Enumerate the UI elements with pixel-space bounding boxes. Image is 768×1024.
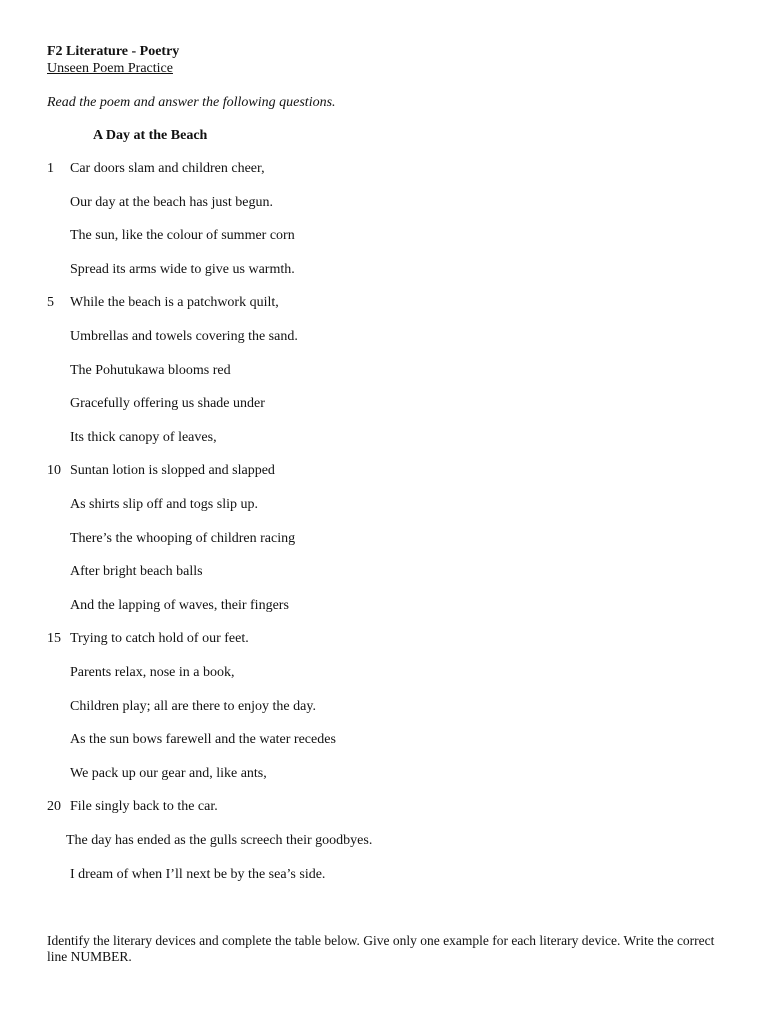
poem-line	[0, 598, 768, 616]
line-text: Parents relax, nose in a book,	[70, 665, 235, 680]
poem-line	[0, 363, 768, 381]
line-text: Gracefully offering us shade under	[70, 396, 265, 412]
poem-title: A Day at the Beach	[93, 128, 208, 143]
line-text: And the lapping of waves, their fingers	[70, 597, 289, 613]
poem-line	[0, 262, 768, 280]
poem-line	[0, 867, 768, 885]
poem-line	[0, 631, 768, 649]
poem-line	[0, 531, 768, 549]
line-number: 20	[47, 799, 61, 815]
worksheet-subtitle: Unseen Poem Practice	[47, 61, 173, 76]
line-text: File singly back to the car.	[70, 799, 218, 815]
poem-line	[0, 329, 768, 347]
poem-line	[0, 396, 768, 414]
poem-line	[0, 161, 768, 179]
poem-line	[0, 564, 768, 582]
poem-line	[0, 665, 768, 683]
line-number: 5	[47, 295, 54, 311]
line-text: I dream of when I’ll next be by the sea’s side.	[70, 866, 326, 882]
poem-line	[0, 732, 768, 750]
poem-line	[0, 833, 768, 851]
line-text: The day has ended as the gulls screech their goodbyes.	[66, 833, 373, 848]
line-text: Suntan lotion is slopped and slapped	[70, 463, 275, 479]
line-text: Our day at the beach has just begun.	[70, 194, 273, 210]
poem-line	[0, 195, 768, 213]
line-text: After bright beach balls	[70, 564, 203, 580]
line-text: As the sun bows farewell and the water recedes	[70, 732, 336, 748]
line-number: 10	[47, 463, 61, 479]
task-instruction: Identify the literary devices and complete the table below. Give only one example for each literary device. Write the correct line NUMBER.	[47, 933, 715, 964]
line-text: As shirts slip off and togs slip up.	[70, 497, 258, 512]
line-text: Car doors slam and children cheer,	[70, 161, 265, 176]
course-title: F2 Literature - Poetry	[47, 44, 180, 59]
instruction-text: Read the poem and answer the following questions.	[47, 95, 336, 110]
line-text: Its thick canopy of leaves,	[70, 429, 217, 445]
line-text: Children play; all are there to enjoy the day.	[70, 698, 316, 714]
line-text: We pack up our gear and, like ants,	[70, 765, 267, 781]
poem-line	[0, 497, 768, 515]
poem-line	[0, 228, 768, 246]
poem-line	[0, 295, 768, 313]
line-text: The Pohutukawa blooms red	[70, 362, 231, 378]
line-text: Spread its arms wide to give us warmth.	[70, 261, 295, 277]
line-text: The sun, like the colour of summer corn	[70, 228, 295, 244]
poem-line	[0, 799, 768, 817]
poem-line	[0, 699, 768, 717]
line-text: There’s the whooping of children racing	[70, 530, 296, 546]
poem-line	[0, 463, 768, 481]
line-text: Umbrellas and towels covering the sand.	[70, 329, 298, 344]
line-text: Trying to catch hold of our feet.	[70, 631, 249, 647]
line-number: 15	[47, 631, 61, 647]
poem-line	[0, 430, 768, 448]
line-number: 1	[47, 161, 54, 176]
poem-line	[0, 766, 768, 784]
line-text: While the beach is a patchwork quilt,	[70, 295, 279, 311]
